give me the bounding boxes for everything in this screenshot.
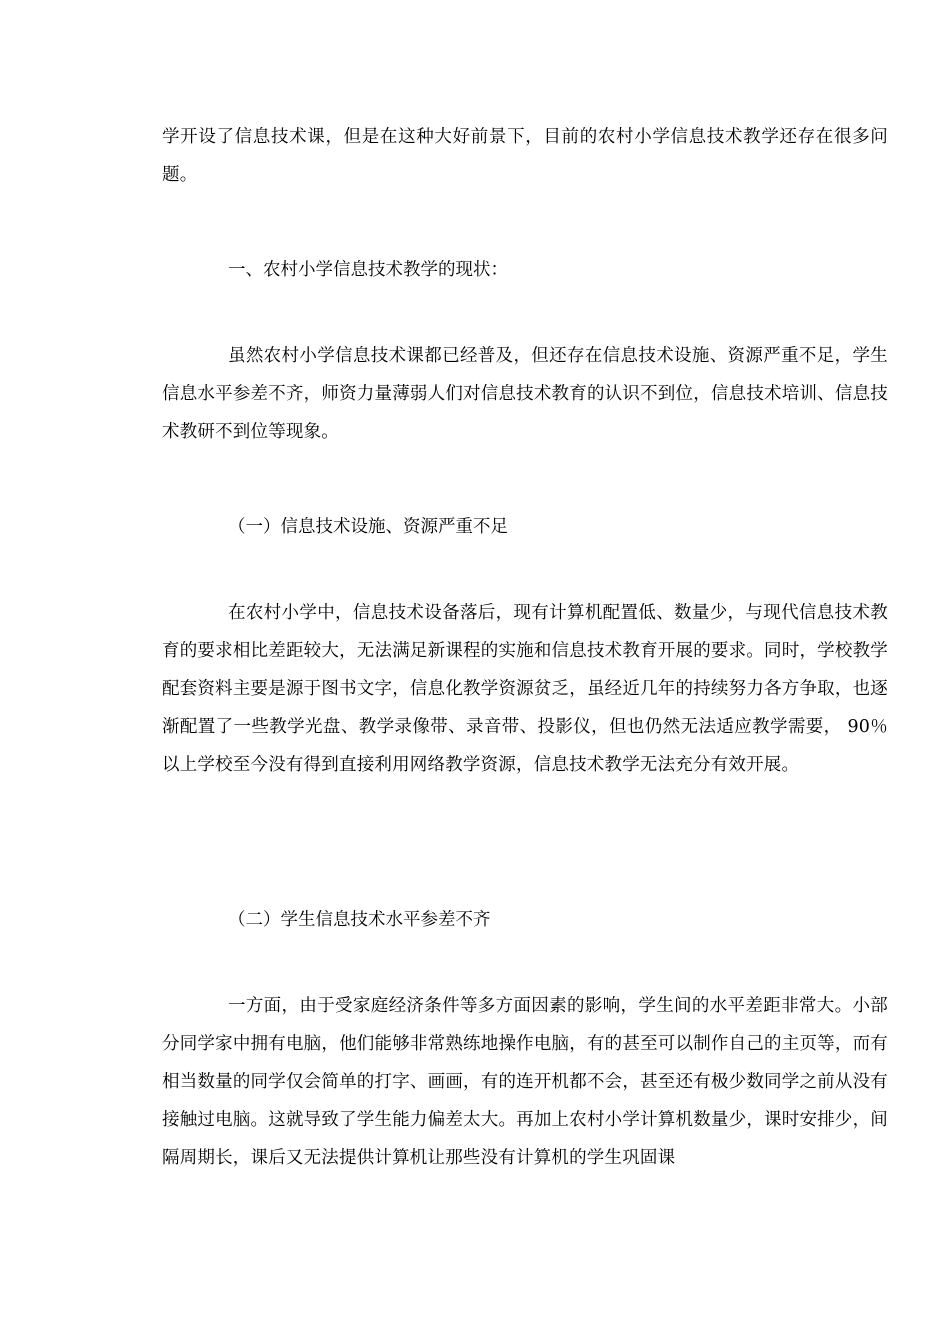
subsection-heading-facilities: （一）信息技术设施、资源严重不足: [228, 517, 508, 537]
paragraph-intro-continuation: 学开设了信息技术课，但是在这种大好前景下，目前的农村小学信息技术教学还存在很多问题。: [162, 127, 888, 185]
paragraph-student-levels: 一方面，由于受家庭经济条件等多方面因素的影响，学生间的水平差距非常大。小部分同学家中拥有电脑，他们能够非常熟练地操作电脑，有的甚至可以制作自己的主页等，而有相当数量的同学仅会简单的打字、画画，有的连开机都不会，甚至还有极少数同学之前从没有接触过电脑。这就导致了学生能力偏差太大。再加上农村小学计算机数量少，课时安排少，间隔周期长，课后又无法提供计算机让那些没有计算机的学生巩固课: [162, 996, 888, 1168]
section-heading-status: 一、农村小学信息技术教学的现状：: [228, 260, 508, 280]
subsection-heading-student-levels: （二）学生信息技术水平参差不齐: [228, 910, 491, 930]
paragraph-facilities: 在农村小学中，信息技术设备落后，现有计算机配置低、数量少，与现代信息技术教育的要求相比差距较大，无法满足新课程的实施和信息技术教育开展的要求。同时，学校教学配套资料主要是源于图书文字，信息化教学资源贫乏，虽经近几年的持续努力各方争取，也逐渐配置了一些教学光盘、教学录像带、录音带、投影仪，但也仍然无法适应教学需要， 90％以上学校至今没有得到直接利用网络教学资源，信息技术教学无法充分有效开展。: [162, 603, 888, 775]
paragraph-status-overview: 虽然农村小学信息技术课都已经普及，但还存在信息技术设施、资源严重不足，学生信息水平参差不齐，师资力量薄弱人们对信息技术教育的认识不到位，信息技术培训、信息技术教研不到位等现象。: [162, 346, 888, 442]
